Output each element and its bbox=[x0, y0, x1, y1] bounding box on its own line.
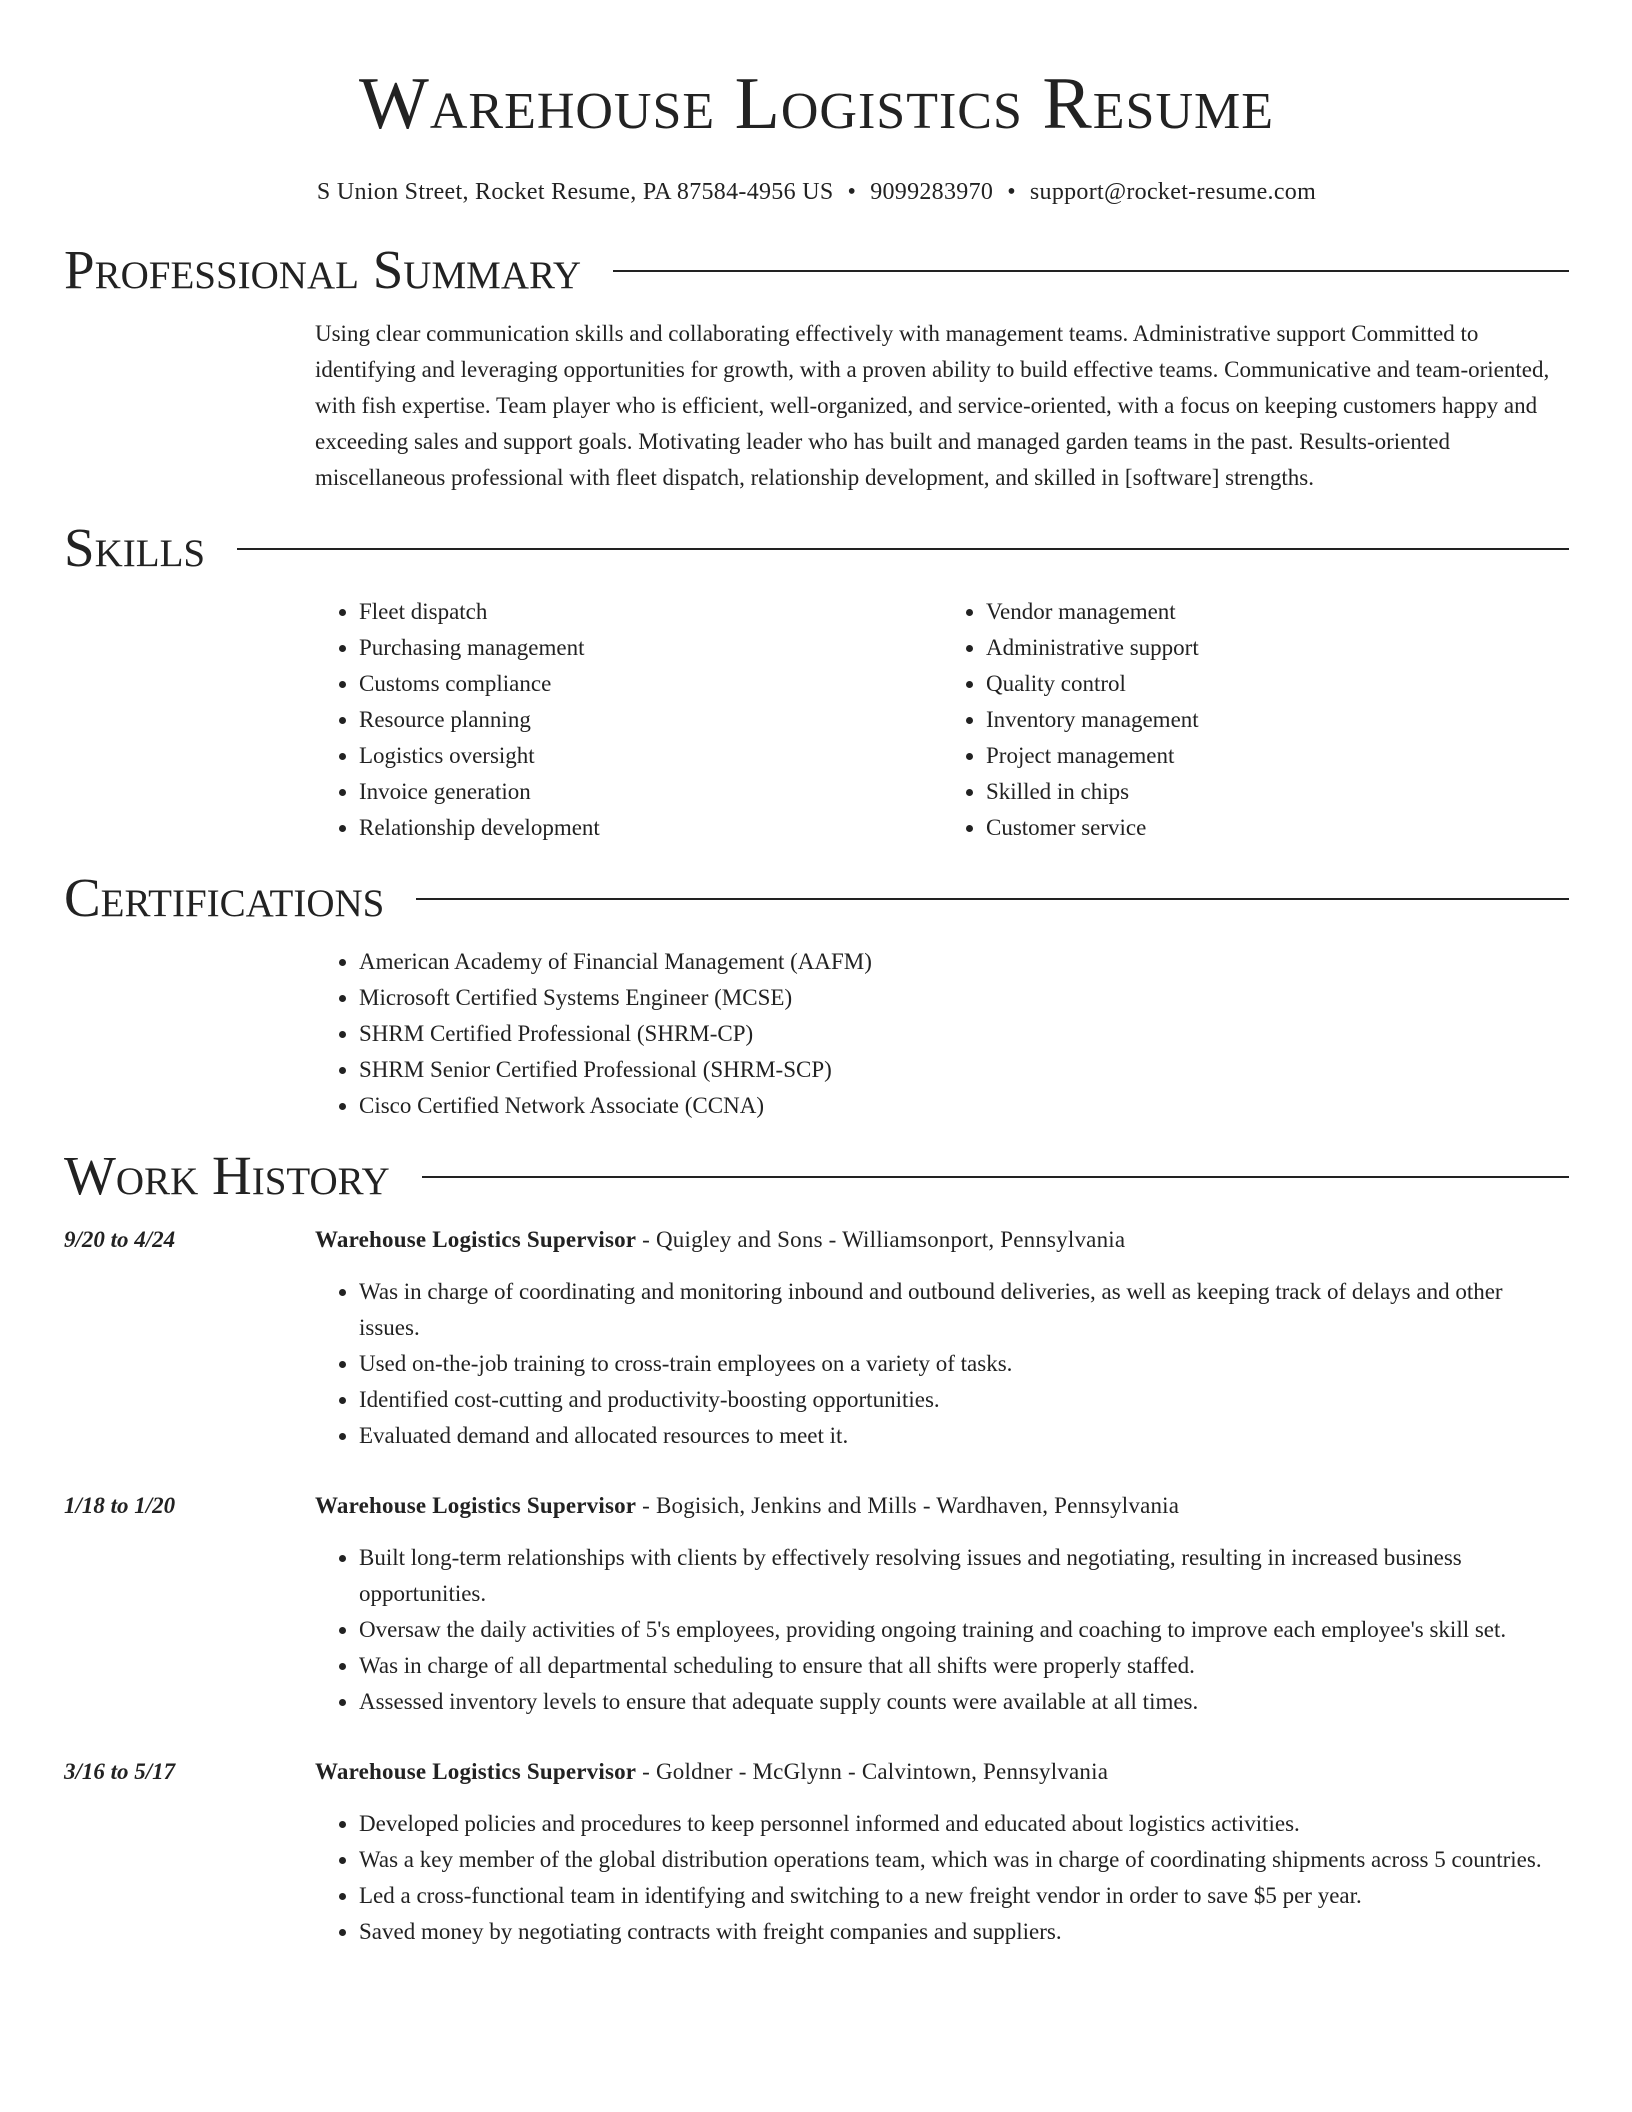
job-entry bbox=[64, 1488, 1569, 1720]
list-item: • Resource planning bbox=[359, 702, 942, 738]
job-employer-location: - Goldner - McGlynn - Calvintown, Pennsylvania bbox=[636, 1759, 1109, 1784]
list-item: • Skilled in chips bbox=[986, 774, 1569, 810]
list-item: • Evaluated demand and allocated resources to meet it. bbox=[359, 1418, 1569, 1454]
list-item: • Fleet dispatch bbox=[359, 594, 942, 630]
work-history-heading bbox=[64, 1144, 1569, 1208]
summary-heading bbox=[64, 238, 1569, 302]
job-bullets bbox=[315, 1540, 1569, 1720]
section-divider bbox=[237, 548, 1569, 550]
job-dates: 9/20 to 4/24 bbox=[64, 1227, 176, 1252]
list-item: • Logistics oversight bbox=[359, 738, 942, 774]
list-item: • Inventory management bbox=[986, 702, 1569, 738]
resume-page bbox=[64, 0, 1569, 1984]
list-item: • Led a cross-functional team in identifying and switching to a new freight vendor in order to save $5 per year. bbox=[359, 1878, 1569, 1914]
job-bullets bbox=[315, 1806, 1569, 1950]
list-item: • Saved money by negotiating contracts with freight companies and suppliers. bbox=[359, 1914, 1569, 1950]
list-item: • SHRM Certified Professional (SHRM-CP) bbox=[359, 1016, 1569, 1052]
section-divider bbox=[613, 270, 1569, 272]
email: support@rocket-resume.com bbox=[1029, 179, 1317, 205]
list-item: • Cisco Certified Network Associate (CCNA) bbox=[359, 1088, 1569, 1124]
list-item: • Oversaw the daily activities of 5's employees, providing ongoing training and coaching to improve each employee's skill set. bbox=[359, 1612, 1569, 1648]
job-dates: 1/18 to 1/20 bbox=[64, 1493, 176, 1518]
job-dates: 3/16 to 5/17 bbox=[64, 1759, 176, 1784]
skills-column-right bbox=[942, 594, 1569, 846]
list-item: • Invoice generation bbox=[359, 774, 942, 810]
skills-heading bbox=[64, 516, 1569, 580]
job-bullets bbox=[315, 1274, 1569, 1454]
summary-text: Using clear communication skills and collaborating effectively with management teams. Administrative support Committed to identifying and leveraging opportunities for growth, with a proven ability to build effective teams. Communicative and team-oriented, with fish expertise. Team player who is efficient, well-organized, and service-oriented, with a focus on keeping customers happy and exceeding sales and support goals. Motivating leader who has built and managed garden teams in the past. Results-oriented miscellaneous professional with fleet dispatch, relationship development, and skilled in [software] strengths. bbox=[315, 321, 1550, 490]
address: S Union Street, Rocket Resume, PA 87584-4956 US bbox=[316, 179, 834, 205]
job-employer-location: - Quigley and Sons - Williamsonport, Pennsylvania bbox=[636, 1227, 1126, 1252]
resume-title: Warehouse Logistics Resume bbox=[358, 63, 1274, 145]
list-item: • American Academy of Financial Management (AAFM) bbox=[359, 944, 1569, 980]
list-item: • Quality control bbox=[986, 666, 1569, 702]
list-item: • Microsoft Certified Systems Engineer (MCSE) bbox=[359, 980, 1569, 1016]
job-title-line bbox=[315, 1222, 1569, 1258]
list-item: • Was a key member of the global distribution operations team, which was in charge of coordinating shipments across 5 countries. bbox=[359, 1842, 1569, 1878]
list-item: • Purchasing management bbox=[359, 630, 942, 666]
list-item: • Vendor management bbox=[986, 594, 1569, 630]
job-title: Warehouse Logistics Supervisor bbox=[315, 1759, 637, 1784]
job-title-line bbox=[315, 1754, 1569, 1790]
skills-heading-text: Skills bbox=[64, 517, 206, 578]
list-item: • Administrative support bbox=[986, 630, 1569, 666]
list-item: • Customer service bbox=[986, 810, 1569, 846]
job-title: Warehouse Logistics Supervisor bbox=[315, 1493, 637, 1518]
job-body bbox=[315, 1222, 1569, 1454]
list-item: • Assessed inventory levels to ensure that adequate supply counts were available at all times. bbox=[359, 1684, 1569, 1720]
certifications-list bbox=[315, 944, 1569, 1124]
job-title: Warehouse Logistics Supervisor bbox=[315, 1227, 637, 1252]
contact-line bbox=[64, 176, 1569, 208]
list-item: • Relationship development bbox=[359, 810, 942, 846]
job-entry bbox=[64, 1754, 1569, 1950]
job-entry bbox=[64, 1222, 1569, 1454]
list-item: • Project management bbox=[986, 738, 1569, 774]
list-item: • Customs compliance bbox=[359, 666, 942, 702]
work-history-heading-text: Work History bbox=[64, 1145, 390, 1206]
list-item: • Was in charge of coordinating and monitoring inbound and outbound deliveries, as well as keeping track of delays and other issues. bbox=[359, 1274, 1569, 1346]
skills-column-left bbox=[315, 594, 942, 846]
list-item: • Identified cost-cutting and productivity-boosting opportunities. bbox=[359, 1382, 1569, 1418]
summary-heading-text: Professional Summary bbox=[64, 239, 582, 300]
list-item: • SHRM Senior Certified Professional (SHRM-SCP) bbox=[359, 1052, 1569, 1088]
job-body bbox=[315, 1754, 1569, 1950]
work-history-list bbox=[64, 1222, 1569, 1950]
section-divider bbox=[416, 898, 1569, 900]
job-body bbox=[315, 1488, 1569, 1720]
contact-separator: • bbox=[1007, 179, 1016, 205]
skills-grid bbox=[315, 594, 1569, 846]
section-divider bbox=[422, 1176, 1569, 1178]
list-item: • Used on-the-job training to cross-train employees on a variety of tasks. bbox=[359, 1346, 1569, 1382]
certifications-block bbox=[315, 944, 1569, 1124]
list-item: • Developed policies and procedures to keep personnel informed and educated about logistics activities. bbox=[359, 1806, 1569, 1842]
phone: 9099283970 bbox=[870, 179, 994, 205]
contact-separator: • bbox=[847, 179, 857, 205]
certifications-heading-text: Certifications bbox=[64, 867, 385, 928]
summary-block bbox=[315, 316, 1569, 496]
job-title-line bbox=[315, 1488, 1569, 1524]
list-item: • Built long-term relationships with clients by effectively resolving issues and negotiating, resulting in increased business opportunities. bbox=[359, 1540, 1569, 1612]
list-item: • Was in charge of all departmental scheduling to ensure that all shifts were properly staffed. bbox=[359, 1648, 1569, 1684]
job-employer-location: - Bogisich, Jenkins and Mills - Wardhaven, Pennsylvania bbox=[636, 1493, 1180, 1518]
certifications-heading bbox=[64, 866, 1569, 930]
